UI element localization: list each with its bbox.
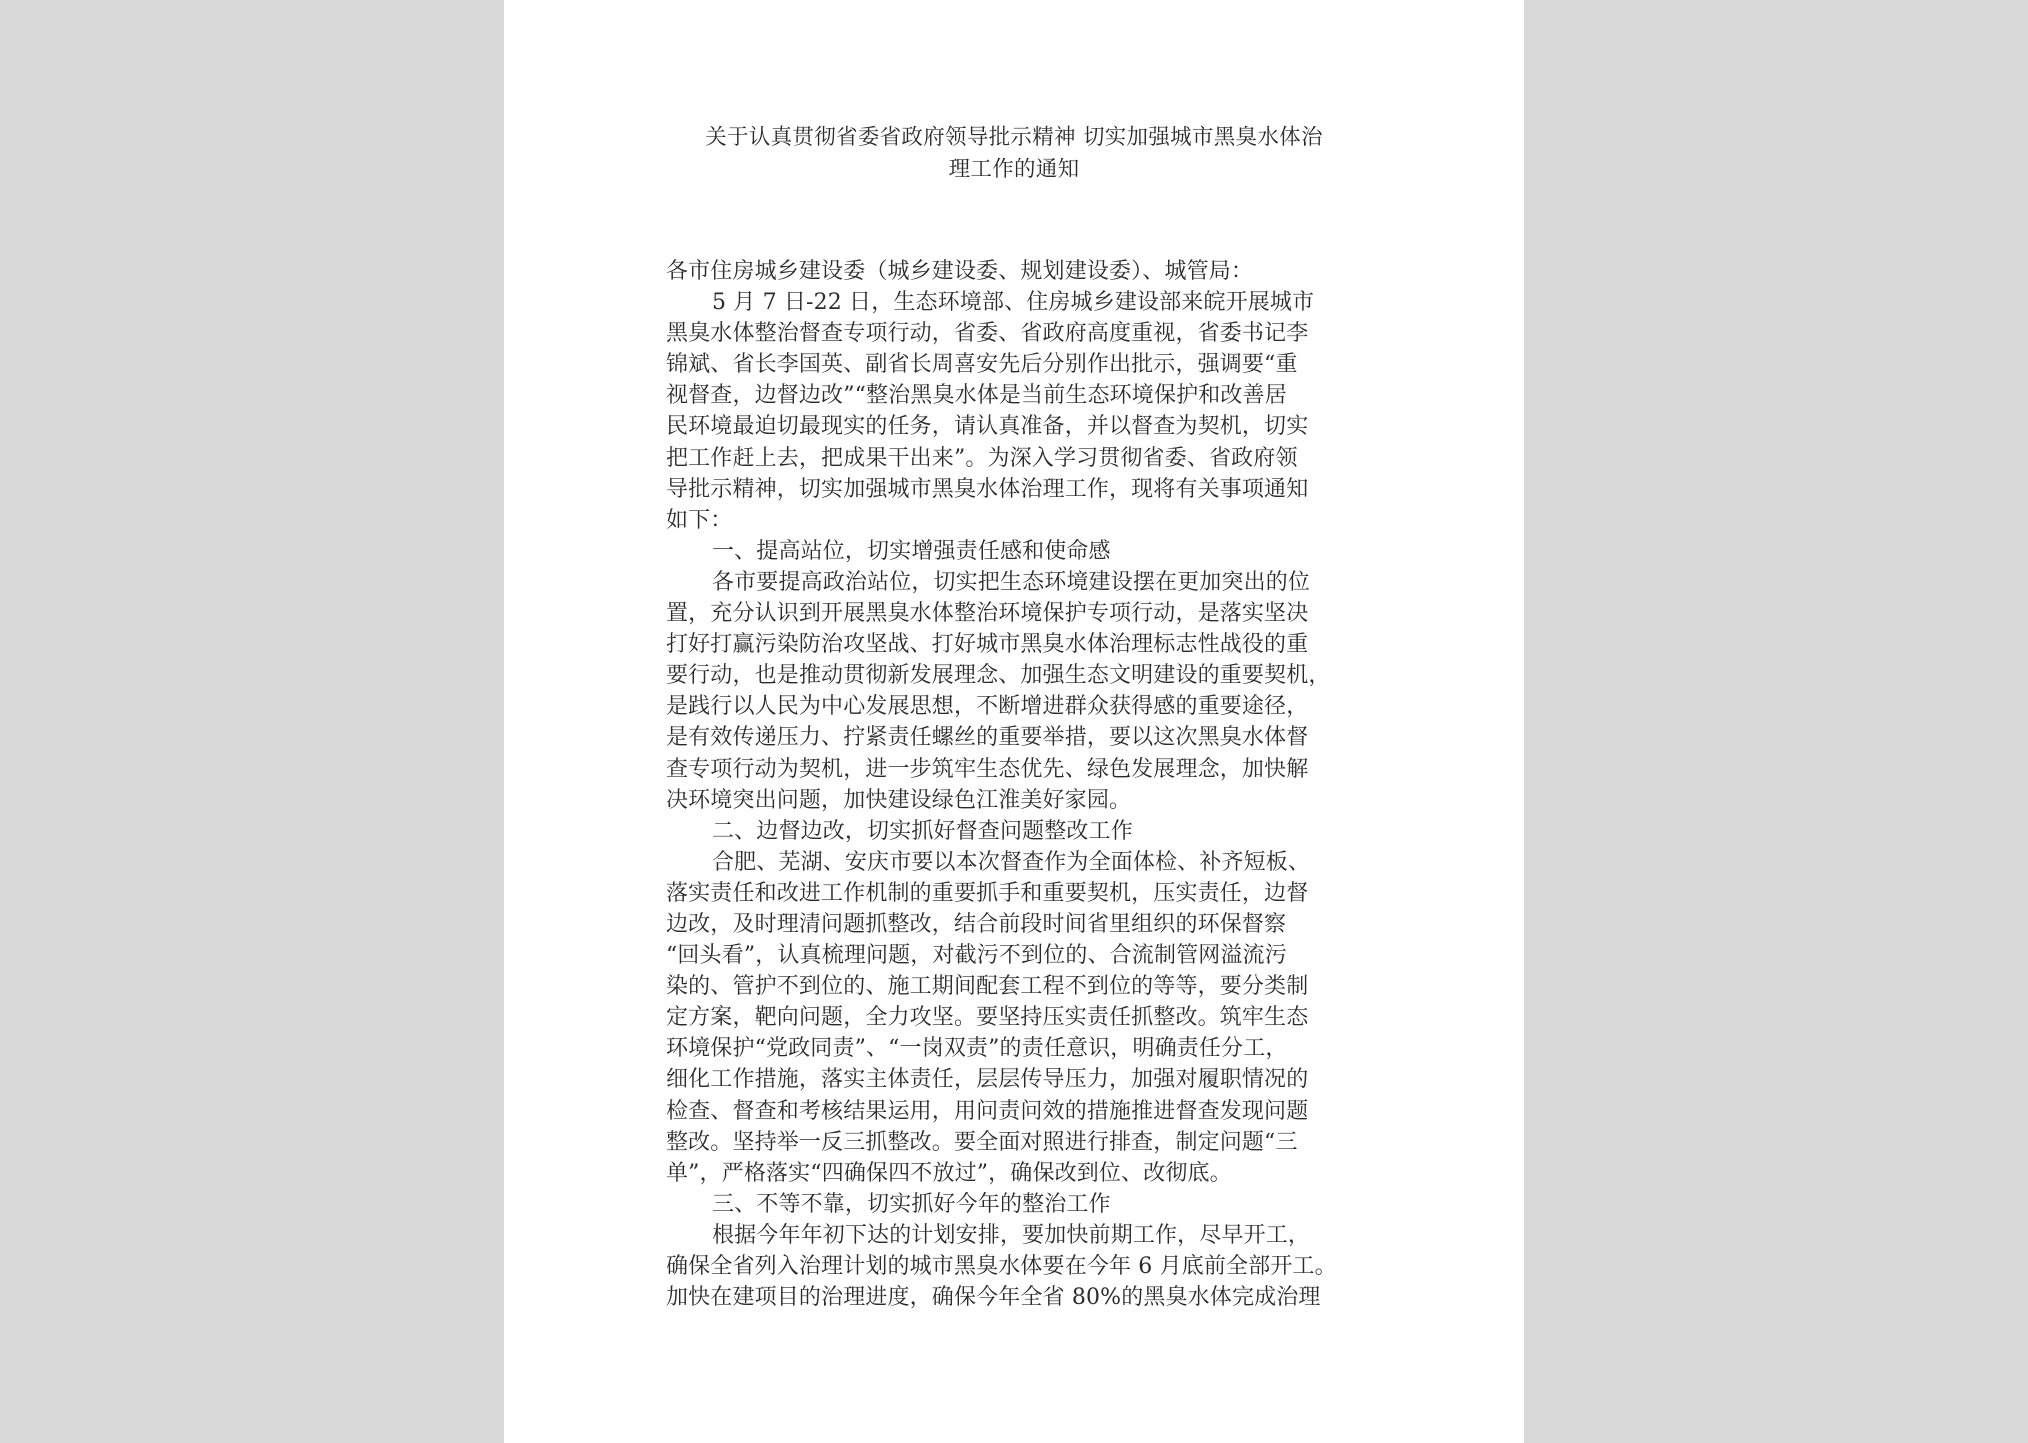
body-line: 5 月 7 日-22 日，生态环境部、住房城乡建设部来皖开展城市 xyxy=(712,290,1315,316)
body-line: 黑臭水体整治督查专项行动，省委、省政府高度重视，省委书记李 xyxy=(666,321,1309,347)
body-line: 定方案，靶向问题，全力攻坚。要坚持压实责任抓整改。筑牢生态 xyxy=(666,1005,1309,1031)
title-line-1: 关于认真贯彻省委省政府领导批示精神 切实加强城市黑臭水体治 xyxy=(705,125,1323,150)
body-line: 是践行以人民为中心发展思想，不断增进群众获得感的重要途径， xyxy=(666,694,1309,720)
body-line: 检查、督查和考核结果运用，用问责问效的措施推进督查发现问题 xyxy=(666,1098,1309,1124)
body-line: 确保全省列入治理计划的城市黑臭水体要在今年 6 月底前全部开工。 xyxy=(666,1254,1337,1279)
body-line: 各市住房城乡建设委（城乡建设委、规划建设委）、城管局： xyxy=(666,259,1254,284)
body-line: 整改。坚持举一反三抓整改。要全面对照进行排查，制定问题“三 xyxy=(666,1129,1298,1155)
body-line: 如下： xyxy=(666,507,733,533)
body-line: 合肥、芜湖、安庆市要以本次督查作为全面体检、补齐短板、 xyxy=(712,849,1311,875)
body-line: 二、边督边改，切实抓好督查问题整改工作 xyxy=(712,818,1133,844)
body-line: 环境保护“党政同责”、“一岗双责”的责任意识，明确责任分工， xyxy=(666,1036,1288,1062)
body-line: 根据今年年初下达的计划安排，要加快前期工作，尽早开工， xyxy=(712,1222,1311,1248)
document-page xyxy=(504,0,1524,1443)
body-line: 一、提高站位，切实增强责任感和使命感 xyxy=(712,538,1111,564)
body-line: 单”，严格落实“四确保四不放过”，确保改到位、改彻底。 xyxy=(666,1160,1232,1186)
body-line: 是有效传递压力、拧紧责任螺丝的重要举措，要以这次黑臭水体督 xyxy=(666,725,1309,751)
body-line: 各市要提高政治站位，切实把生态环境建设摆在更加突出的位 xyxy=(712,569,1311,595)
body-line: 把工作赶上去，把成果干出来”。为深入学习贯彻省委、省政府领 xyxy=(666,445,1298,471)
body-line: 染的、管护不到位的、施工期间配套工程不到位的等等，要分类制 xyxy=(666,974,1309,1000)
body-line: 三、不等不靠，切实抓好今年的整治工作 xyxy=(712,1191,1111,1217)
body-line: 打好打赢污染防治攻坚战、打好城市黑臭水体治理标志性战役的重 xyxy=(666,632,1309,658)
body-line: 视督查，边督边改”“整治黑臭水体是当前生态环境保护和改善居 xyxy=(666,383,1287,409)
body-line: 决环境突出问题，加快建设绿色江淮美好家园。 xyxy=(666,787,1132,813)
title-line-2: 理工作的通知 xyxy=(948,157,1080,182)
document-title xyxy=(654,122,1374,186)
body-line: 民环境最迫切最现实的任务，请认真准备，并以督查为契机，切实 xyxy=(666,414,1309,440)
body-line: 查专项行动为契机，进一步筑牢生态优先、绿色发展理念，加快解 xyxy=(666,756,1309,782)
body-line: “回头看”，认真梳理问题，对截污不到位的、合流制管网溢流污 xyxy=(666,943,1287,969)
body-line: 锦斌、省长李国英、副省长周喜安先后分别作出批示，强调要“重 xyxy=(666,352,1298,378)
document-body xyxy=(666,256,1372,1313)
body-line: 导批示精神，切实加强城市黑臭水体治理工作，现将有关事项通知 xyxy=(666,476,1309,502)
body-line: 落实责任和改进工作机制的重要抓手和重要契机，压实责任，边督 xyxy=(666,880,1309,906)
body-line: 细化工作措施，落实主体责任，层层传导压力，加强对履职情况的 xyxy=(666,1067,1309,1093)
body-line: 要行动，也是推动贯彻新发展理念、加强生态文明建设的重要契机， xyxy=(666,663,1331,689)
body-line: 加快在建项目的治理进度，确保今年全省 80%的黑臭水体完成治理 xyxy=(666,1285,1321,1311)
body-line: 边改，及时理清问题抓整改，结合前段时间省里组织的环保督察 xyxy=(666,911,1287,937)
body-line: 置，充分认识到开展黑臭水体整治环境保护专项行动，是落实坚决 xyxy=(666,601,1309,627)
